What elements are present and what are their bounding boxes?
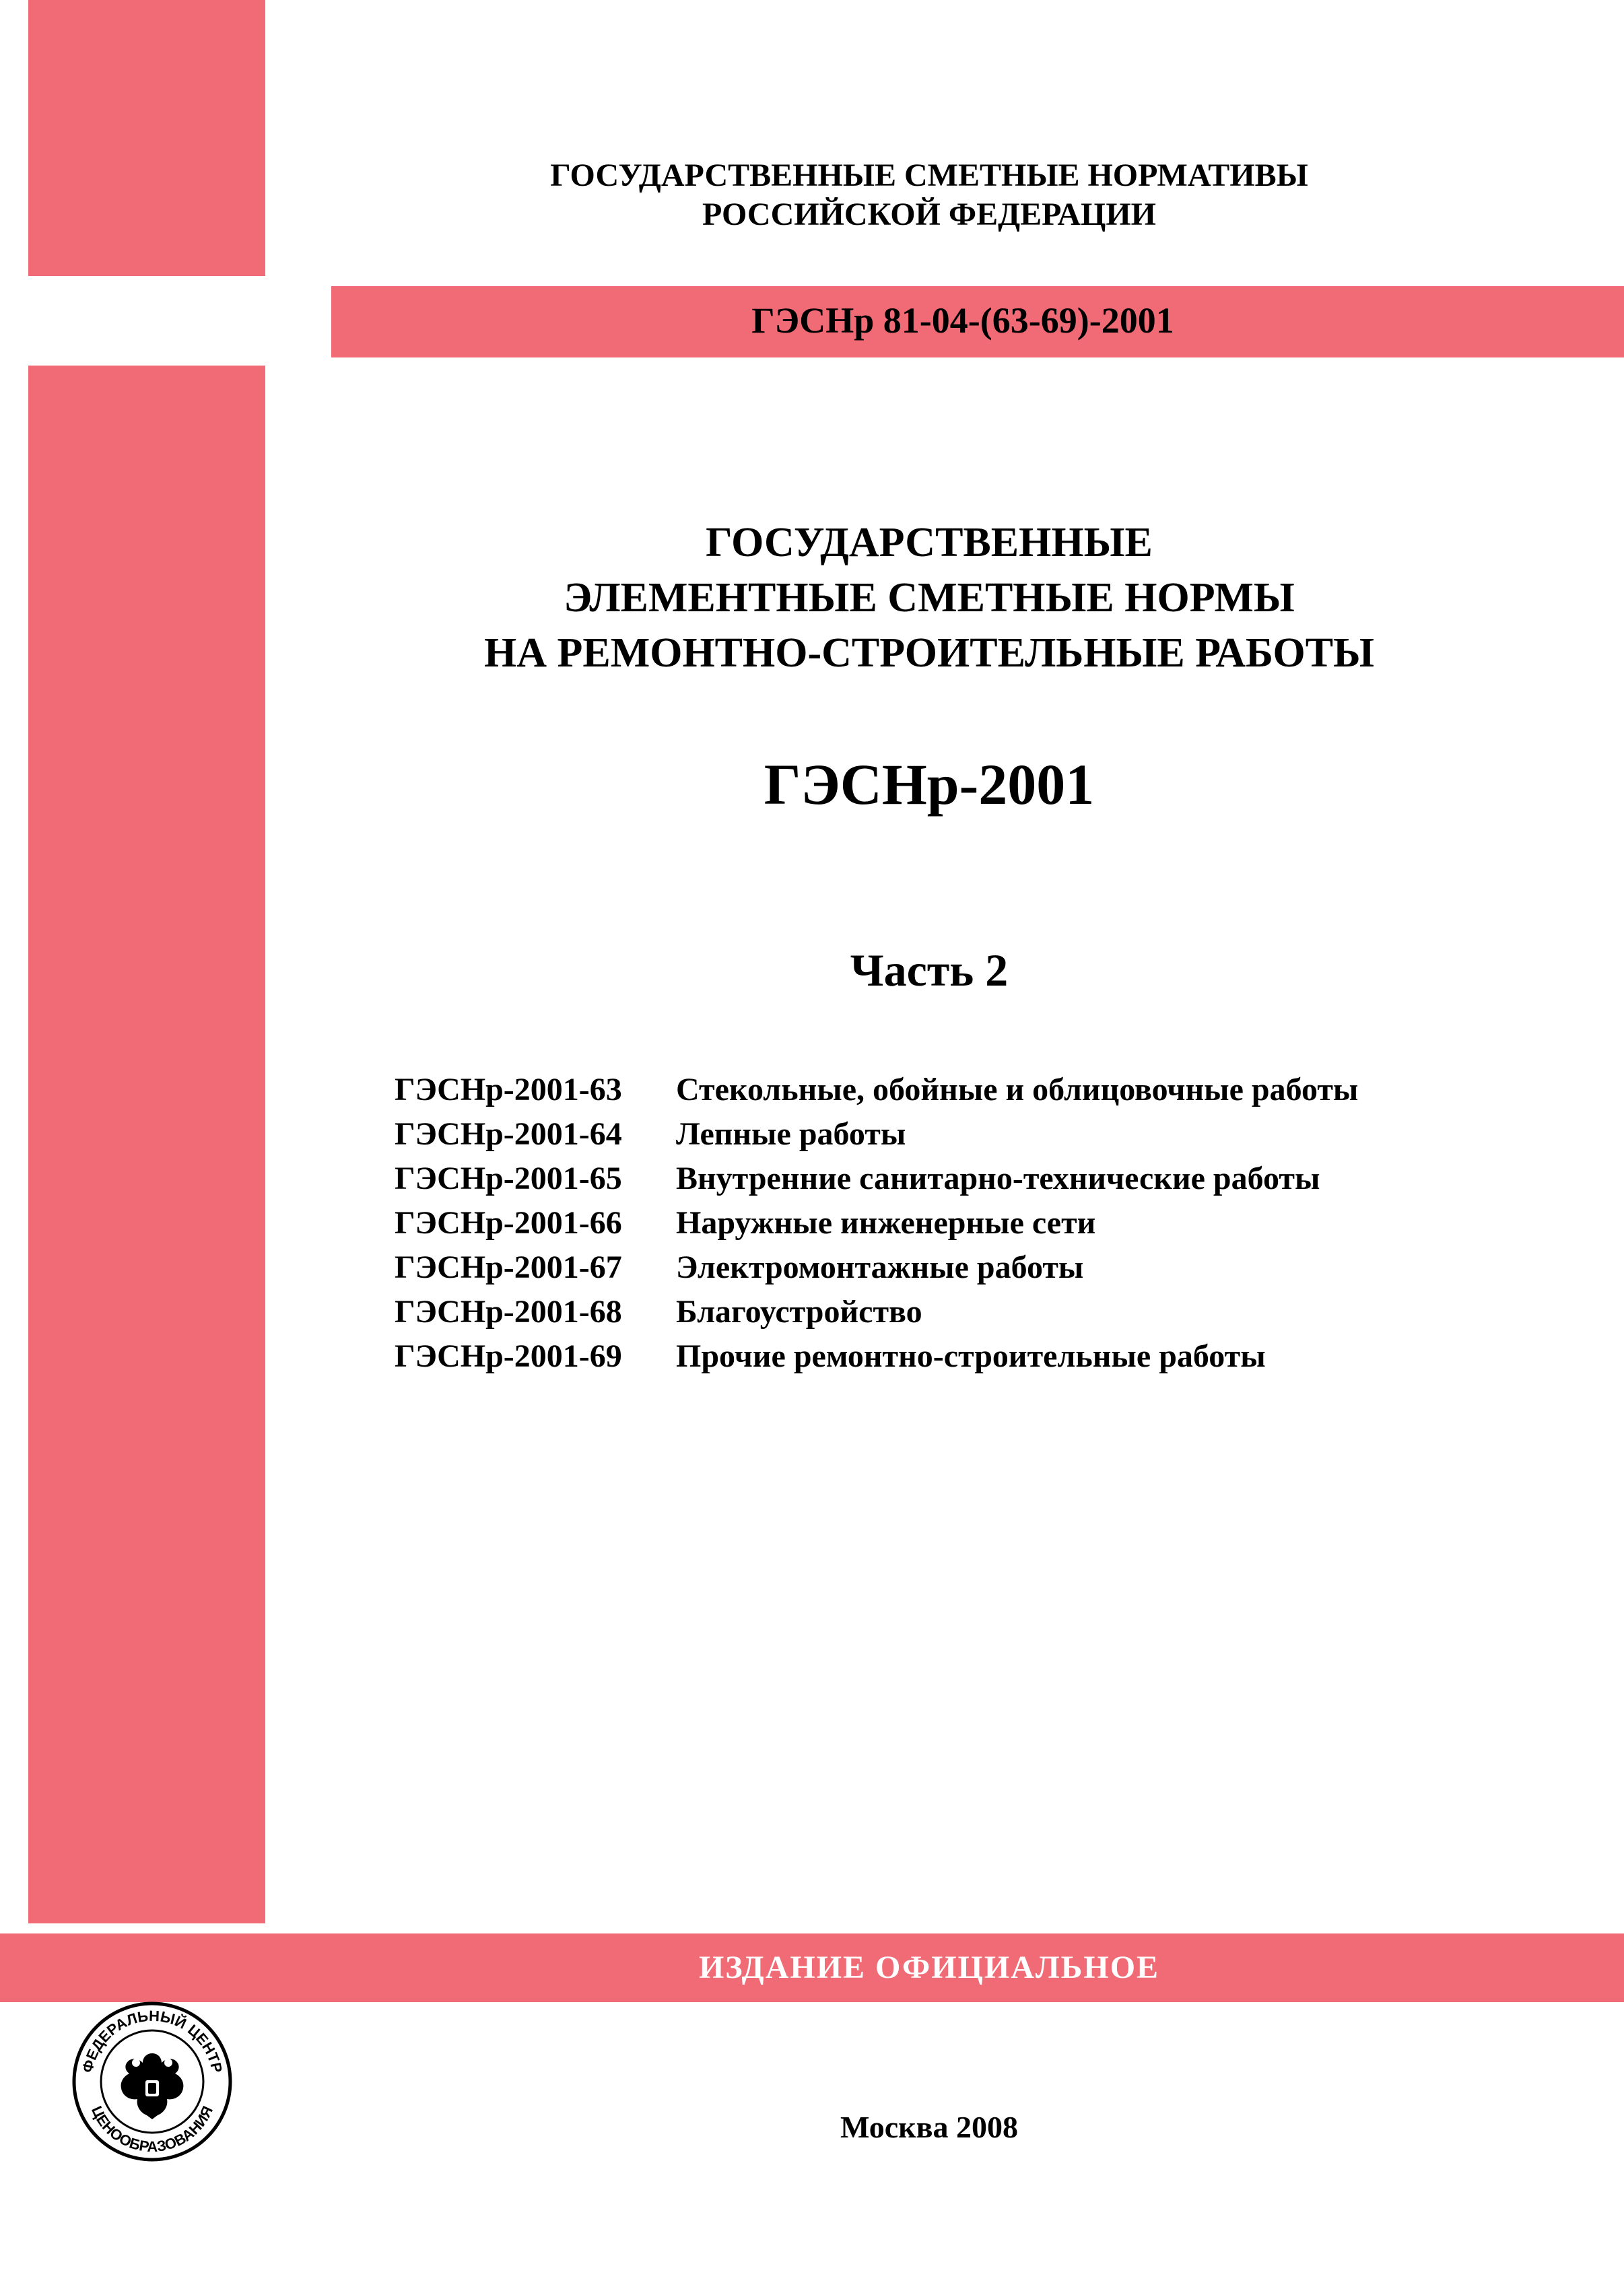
parts-list [395, 1068, 1539, 1379]
city-year: Москва 2008 [840, 2110, 1019, 2144]
edition-label: ИЗДАНИЕ ОФИЦИАЛЬНОЕ [698, 1950, 1160, 1985]
list-item [395, 1334, 1539, 1379]
abbreviated-title: ГЭСНр-2001 [764, 752, 1095, 817]
list-item [395, 1112, 1539, 1157]
part-code: ГЭСНр-2001-69 [395, 1338, 622, 1374]
part-name: Наружные инженерные сети [676, 1205, 1096, 1241]
list-item [395, 1068, 1539, 1112]
part-code: ГЭСНр-2001-66 [395, 1205, 622, 1241]
part-code: ГЭСНр-2001-65 [395, 1161, 622, 1196]
part-code: ГЭСНр-2001-64 [395, 1116, 622, 1152]
part-name: Лепные работы [676, 1116, 906, 1152]
seal-text-top: ФЕДЕРАЛЬНЫЙ ЦЕНТР [78, 2007, 226, 2075]
main-title-line-1: ГОСУДАРСТВЕННЫЕ [706, 520, 1153, 566]
list-item [395, 1290, 1539, 1334]
part-title: Часть 2 [850, 945, 1009, 996]
part-name: Внутренние санитарно-технические работы [676, 1161, 1320, 1196]
organization-header-line-2: РОССИЙСКОЙ ФЕДЕРАЦИИ [702, 197, 1157, 232]
part-name: Электромонтажные работы [676, 1249, 1084, 1285]
main-title-line-3: НА РЕМОНТНО-СТРОИТЕЛЬНЫЕ РАБОТЫ [483, 630, 1374, 676]
left-bar-top [28, 0, 265, 276]
main-title-line-2: ЭЛЕМЕНТНЫЕ СМЕТНЫЕ НОРМЫ [564, 575, 1295, 621]
main-title [350, 515, 1508, 681]
part-code: ГЭСНр-2001-63 [395, 1072, 622, 1107]
part-name: Благоустройство [676, 1294, 922, 1330]
coat-of-arms-seal-icon [71, 2001, 233, 2162]
list-item [395, 1157, 1539, 1201]
left-bar-middle [28, 366, 265, 1923]
part-code: ГЭСНр-2001-67 [395, 1249, 622, 1285]
organization-header [404, 156, 1454, 234]
seal-text-bottom: ЦЕНООБРАЗОВАНИЯ [88, 2103, 217, 2156]
document-code: ГЭСНр 81-04-(63-69)-2001 [751, 300, 1174, 341]
part-name: Стекольные, обойные и облицовочные работы [676, 1072, 1359, 1107]
part-code: ГЭСНр-2001-68 [395, 1294, 622, 1330]
list-item [395, 1245, 1539, 1290]
list-item [395, 1201, 1539, 1245]
organization-header-line-1: ГОСУДАРСТВЕННЫЕ СМЕТНЫЕ НОРМАТИВЫ [550, 158, 1308, 193]
part-name: Прочие ремонтно-строительные работы [676, 1338, 1266, 1374]
